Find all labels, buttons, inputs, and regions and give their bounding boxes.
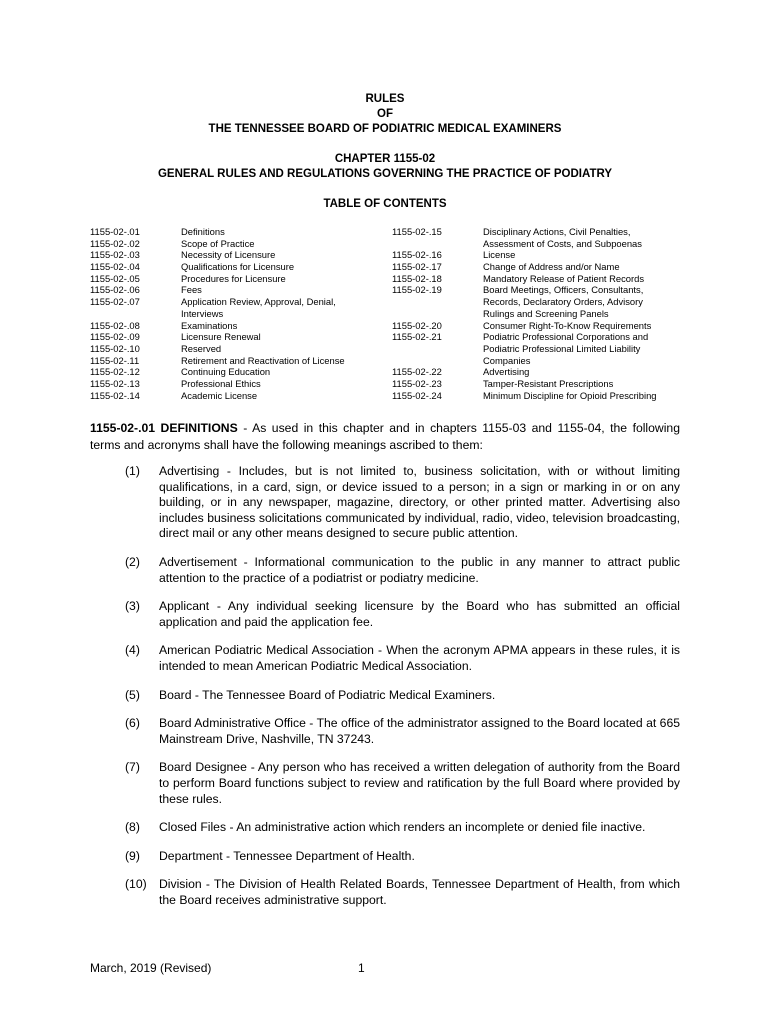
toc-section-number: 1155-02-.06 — [90, 284, 140, 296]
toc-section-title: Records, Declaratory Orders, Advisory — [483, 296, 643, 308]
definition-item — [90, 820, 680, 836]
toc-section-number: 1155-02-.24 — [392, 389, 442, 401]
definition-text: Division - The Division of Health Related Boards, Tennessee Department of Health, from which the Board receives administrative support. — [159, 877, 680, 907]
toc-section-title: Qualifications for Licensure — [181, 261, 295, 273]
toc-heading: TABLE OF CONTENTS — [323, 198, 447, 210]
toc-section-title: Continuing Education — [181, 366, 271, 378]
toc-section-title: Fees — [181, 284, 202, 296]
toc-section-title: Retirement and Reactivation of License — [181, 354, 345, 366]
toc-section-number: 1155-02-.02 — [90, 237, 140, 249]
definitions-list — [90, 464, 680, 921]
definition-item — [90, 877, 680, 908]
toc-section-title: Licensure Renewal — [181, 331, 261, 343]
definition-number: (3) — [125, 599, 140, 614]
toc-section-number: 1155-02-.10 — [90, 342, 140, 354]
title-rules: RULES — [365, 93, 405, 105]
toc-section-title: Definitions — [181, 226, 225, 237]
definitions-heading: 1155-02-.01 DEFINITIONS — [90, 421, 238, 435]
title-board: THE TENNESSEE BOARD OF PODIATRIC MEDICAL EXAMINERS — [208, 123, 562, 135]
toc-section-title: Minimum Discipline for Opioid Prescribing — [483, 389, 657, 401]
toc-section-number: 1155-02-.12 — [90, 366, 140, 378]
definition-number: (5) — [125, 687, 140, 702]
definition-number: (9) — [125, 848, 140, 863]
definitions-intro — [90, 420, 680, 453]
definition-item — [90, 688, 680, 704]
title-of: OF — [377, 108, 393, 120]
toc-section-title: Companies — [483, 354, 531, 366]
toc-section-number: 1155-02-.17 — [392, 261, 442, 273]
definition-text: Board - The Tennessee Board of Podiatric Medical Examiners. — [159, 687, 496, 702]
toc-section-title: Interviews — [181, 307, 224, 319]
definition-item — [90, 555, 680, 586]
toc-section-title: Procedures for Licensure — [181, 272, 286, 284]
toc-section-title: Application Review, Approval, Denial, — [181, 296, 336, 308]
toc-section-title: Consumer Right-To-Know Requirements — [483, 319, 652, 331]
toc-section-title: Examinations — [181, 319, 238, 331]
toc-section-number: 1155-02-.13 — [90, 377, 140, 389]
toc-section-number: 1155-02-.19 — [392, 284, 442, 296]
definition-item — [90, 464, 680, 542]
toc-section-number: 1155-02-.04 — [90, 261, 140, 273]
toc-section-title: Board Meetings, Officers, Consultants, — [483, 284, 644, 296]
toc-section-title: Academic License — [181, 389, 258, 401]
toc-section-title: License — [483, 249, 516, 261]
definition-text: Advertisement - Informational communication to the public in any manner to attract public attention to the practice of a podiatrist or podiatry medicine. — [159, 554, 680, 585]
toc-section-title: Necessity of Licensure — [181, 249, 276, 261]
definition-text: Board Designee - Any person who has received a written delegation of authority from the Board to perform Board functions subject to review and ratification by the full Board where provided by these rules. — [159, 760, 680, 806]
toc-section-title: Change of Address and/or Name — [483, 261, 620, 273]
toc-section-title: Disciplinary Actions, Civil Penalties, — [483, 226, 631, 237]
toc-section-number: 1155-02-.15 — [392, 226, 442, 237]
toc-section-number: 1155-02-.08 — [90, 319, 140, 331]
page-number: 1 — [358, 961, 365, 975]
definition-number: (4) — [125, 643, 140, 658]
footer-date: March, 2019 (Revised) — [90, 961, 212, 975]
toc-section-number: 1155-02-.05 — [90, 272, 140, 284]
definition-number: (1) — [125, 464, 140, 478]
toc-section-title: Podiatric Professional Limited Liability — [483, 342, 641, 354]
toc-section-number: 1155-02-.23 — [392, 377, 442, 389]
toc-section-number: 1155-02-.14 — [90, 389, 140, 401]
definition-text: Advertising - Includes, but is not limited to, business solicitation, with or without limiting qualifications, in a card, sign, or device issued to a person; in a sign or marking in or on any building, or in any newspaper, magazine, directory, or other printed matter. Advertising also includes business solicitations communicated by individual, radio, video, television broadcasting, direct mail or any other means designed to secure public attention. — [159, 464, 680, 541]
toc-section-title: Advertising — [483, 366, 530, 378]
chapter-number: CHAPTER 1155-02 — [334, 153, 436, 165]
toc-section-number: 1155-02-.20 — [392, 319, 442, 331]
toc-section-title: Tamper-Resistant Prescriptions — [483, 377, 614, 389]
toc-section-number: 1155-02-.01 — [90, 226, 140, 237]
toc-section-title: Scope of Practice — [181, 237, 255, 249]
definition-text: American Podiatric Medical Association - When the acronym APMA appears in these rules, it is intended to mean American Podiatric Medical Association. — [159, 643, 680, 673]
definition-number: (8) — [125, 820, 140, 835]
document-title — [0, 92, 770, 137]
toc-section-number: 1155-02-.07 — [90, 296, 140, 308]
definition-number: (2) — [125, 554, 140, 569]
toc-section-title: Podiatric Professional Corporations and — [483, 331, 649, 343]
definition-item — [90, 760, 680, 807]
definition-item — [90, 849, 680, 865]
definition-text: Board Administrative Office - The office of the administrator assigned to the Board located at 665 Mainstream Drive, Nashville, TN 37243. — [159, 716, 680, 746]
toc-section-title: Rulings and Screening Panels — [483, 307, 609, 319]
chapter-heading — [0, 152, 770, 182]
toc-section-title: Reserved — [181, 342, 222, 354]
chapter-title: GENERAL RULES AND REGULATIONS GOVERNING THE PRACTICE OF PODIATRY — [157, 168, 613, 180]
toc-section-number: 1155-02-.16 — [392, 249, 442, 261]
toc-section-number: 1155-02-.18 — [392, 272, 442, 284]
definition-number: (10) — [125, 877, 147, 892]
toc-section-title: Professional Ethics — [181, 377, 261, 389]
toc-section-title: Mandatory Release of Patient Records — [483, 272, 645, 284]
toc-section-title: Assessment of Costs, and Subpoenas — [483, 237, 642, 249]
definition-text: Department - Tennessee Department of Health. — [159, 848, 415, 863]
definition-item — [90, 716, 680, 747]
definition-text: Applicant - Any individual seeking licensure by the Board who has submitted an official application and paid the application fee. — [159, 599, 680, 629]
definitions-intro-text: - As used in this chapter and in chapters 1155-03 and 1155-04, the following terms and acronyms shall have the following meanings ascribed to them: — [90, 421, 680, 452]
toc-section-number: 1155-02-.09 — [90, 331, 140, 343]
toc-section-number: 1155-02-.03 — [90, 249, 140, 261]
definition-item — [90, 599, 680, 630]
definition-number: (6) — [125, 716, 140, 731]
toc-section-number: 1155-02-.22 — [392, 366, 442, 378]
toc-section-number: 1155-02-.21 — [392, 331, 442, 343]
definition-text: Closed Files - An administrative action which renders an incomplete or denied file inactive. — [159, 820, 646, 835]
definition-item — [90, 643, 680, 674]
toc-section-number: 1155-02-.11 — [90, 354, 140, 366]
definition-number: (7) — [125, 760, 140, 775]
